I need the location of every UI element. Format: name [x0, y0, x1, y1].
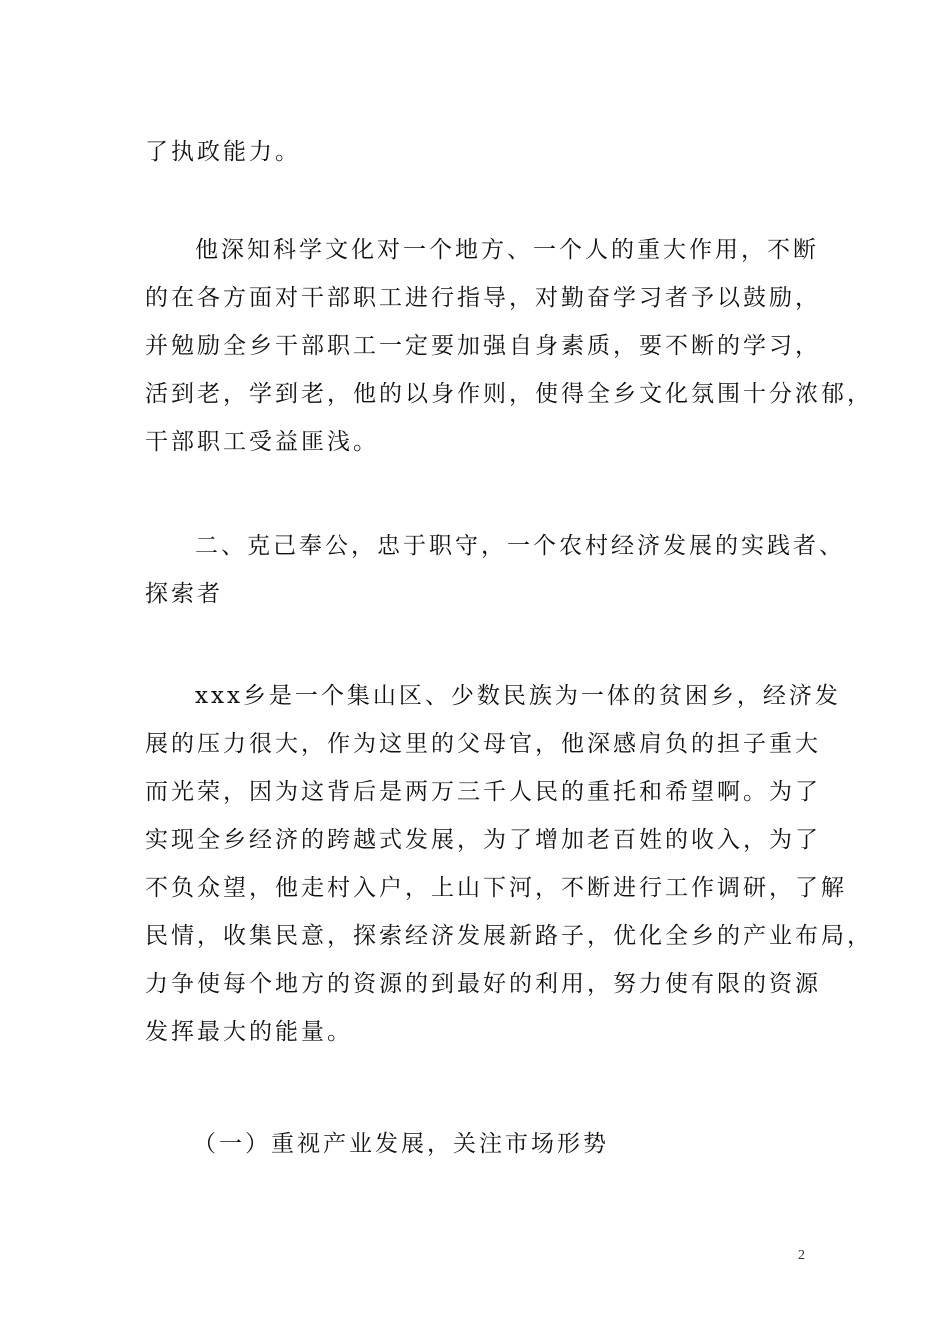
text-line: 实现全乡经济的跨越式发展，为了增加老百姓的收入，为了: [145, 827, 821, 853]
paragraph-1: [145, 128, 825, 176]
paragraph-3-heading: [145, 522, 845, 618]
paragraph-4: [145, 672, 873, 1056]
text-line: 活到老，学到老，他的以身作则，使得全乡文化氛围十分浓郁，: [145, 381, 873, 407]
text-line: 力争使每个地方的资源的到最好的利用，努力使有限的资源: [145, 971, 821, 997]
text-line: 二、克己奉公，忠于职守，一个农村经济发展的实践者、: [195, 533, 845, 559]
text-line: 了执政能力。: [145, 139, 301, 165]
text-line: 他深知科学文化对一个地方、一个人的重大作用，不断: [195, 237, 819, 263]
text-line: 不负众望，他走村入户，上山下河，不断进行工作调研，了解: [145, 875, 847, 901]
text-line: 展的压力很大，作为这里的父母官，他深感肩负的担子重大: [145, 731, 821, 757]
text-line: 并勉励全乡干部职工一定要加强自身素质，要不断的学习，: [145, 333, 821, 359]
text-line: xxx乡是一个集山区、少数民族为一体的贫困乡，经济发: [195, 683, 841, 709]
paragraph-5-subheading: [145, 1120, 825, 1168]
text-line: 民情，收集民意，探索经济发展新路子，优化全乡的产业布局，: [145, 923, 873, 949]
page-number: 2: [798, 1248, 805, 1263]
text-line: （一）重视产业发展，关注市场形势: [193, 1131, 609, 1157]
text-line: 的在各方面对干部职工进行指导，对勤奋学习者予以鼓励，: [145, 285, 821, 311]
text-line: 干部职工受益匪浅。: [145, 429, 379, 455]
text-line: 探索者: [145, 581, 223, 607]
paragraph-2: [145, 226, 873, 466]
text-line: 而光荣，因为这背后是两万三千人民的重托和希望啊。为了: [145, 779, 821, 805]
text-line: 发挥最大的能量。: [145, 1019, 353, 1045]
